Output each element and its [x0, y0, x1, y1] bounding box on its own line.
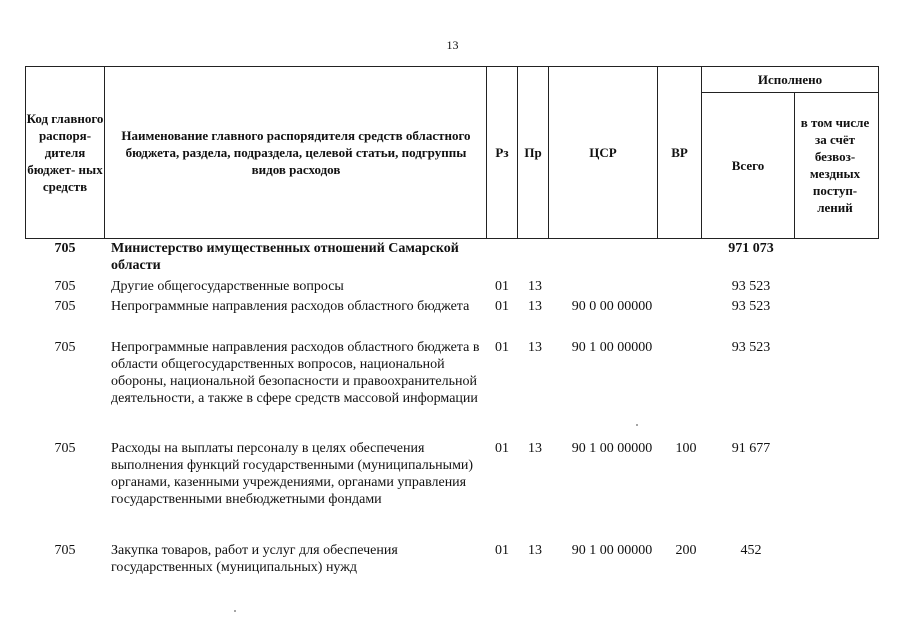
header-total: Всего	[731, 157, 765, 173]
page-number: 13	[446, 38, 459, 52]
cell-code: 705	[54, 441, 76, 456]
divider	[104, 66, 105, 238]
scan-speck	[636, 424, 638, 426]
cell-pr: 13	[528, 279, 542, 294]
cell-total: 93 523	[731, 340, 771, 355]
scan-speck	[234, 610, 236, 612]
cell-name: Закупка товаров, работ и услуг для обеспечения государственных (муниципальных) нужд	[111, 543, 398, 575]
cell-name: Непрограммные направления расходов областного бюджета в области общегосударственных вопросов, национальной обороны, национальной безопасности и правоохранительной деятельности, а также в сфере средств массовой информации	[111, 340, 480, 406]
cell-name: Расходы на выплаты персоналу в целях обеспечения выполнения функций государственными (муниципальными) органами, казенными учреждениями, органами управления государственными внебюджетными фондами	[111, 441, 474, 507]
cell-csr: 90 1 00 00000	[571, 543, 653, 558]
cell-rz: 01	[495, 441, 509, 456]
header-name: Наименование главного распорядителя средств областного бюджета, раздела, подраздела, целевой статьи, подгруппы видов расходов	[121, 127, 471, 177]
cell-pr: 13	[528, 340, 542, 355]
cell-rz: 01	[495, 340, 509, 355]
header-grants: в том числе за счёт безвоз- мездных поступ- лений	[800, 115, 870, 215]
cell-vr: 100	[675, 441, 697, 456]
cell-name: Другие общегосударственные вопросы	[111, 279, 344, 294]
cell-pr: 13	[528, 299, 542, 314]
cell-csr: 90 1 00 00000	[571, 441, 653, 456]
cell-total: 93 523	[731, 279, 771, 294]
cell-code: 705	[54, 340, 76, 355]
header-rz: Рз	[495, 144, 509, 160]
header-executed: Исполнено	[757, 72, 823, 87]
cell-vr: 200	[675, 543, 697, 558]
cell-code: 705	[54, 279, 76, 294]
cell-code: 705	[54, 543, 76, 558]
cell-rz: 01	[495, 299, 509, 314]
header-csr: ЦСР	[589, 144, 617, 160]
header-vr: ВР	[671, 144, 688, 160]
header-pr: Пр	[524, 144, 542, 160]
budget-table	[25, 66, 879, 575]
cell-name: Непрограммные направления расходов областного бюджета	[111, 299, 470, 314]
cell-csr: 90 0 00 00000	[571, 299, 653, 314]
divider	[794, 92, 795, 238]
cell-total: 91 677	[731, 441, 771, 456]
cell-rz: 01	[495, 543, 509, 558]
header-code: Код главного распоря- дителя бюджет- ных средств	[26, 110, 104, 194]
cell-total: 93 523	[731, 299, 771, 314]
cell-csr: 90 1 00 00000	[571, 340, 653, 355]
cell-total: 452	[740, 543, 762, 558]
cell-pr: 13	[528, 543, 542, 558]
cell-total: 971 073	[728, 241, 774, 256]
cell-code: 705	[54, 241, 76, 256]
cell-code: 705	[54, 299, 76, 314]
cell-name: Министерство имущественных отношений Самарской области	[111, 241, 459, 273]
cell-rz: 01	[495, 279, 509, 294]
cell-pr: 13	[528, 441, 542, 456]
